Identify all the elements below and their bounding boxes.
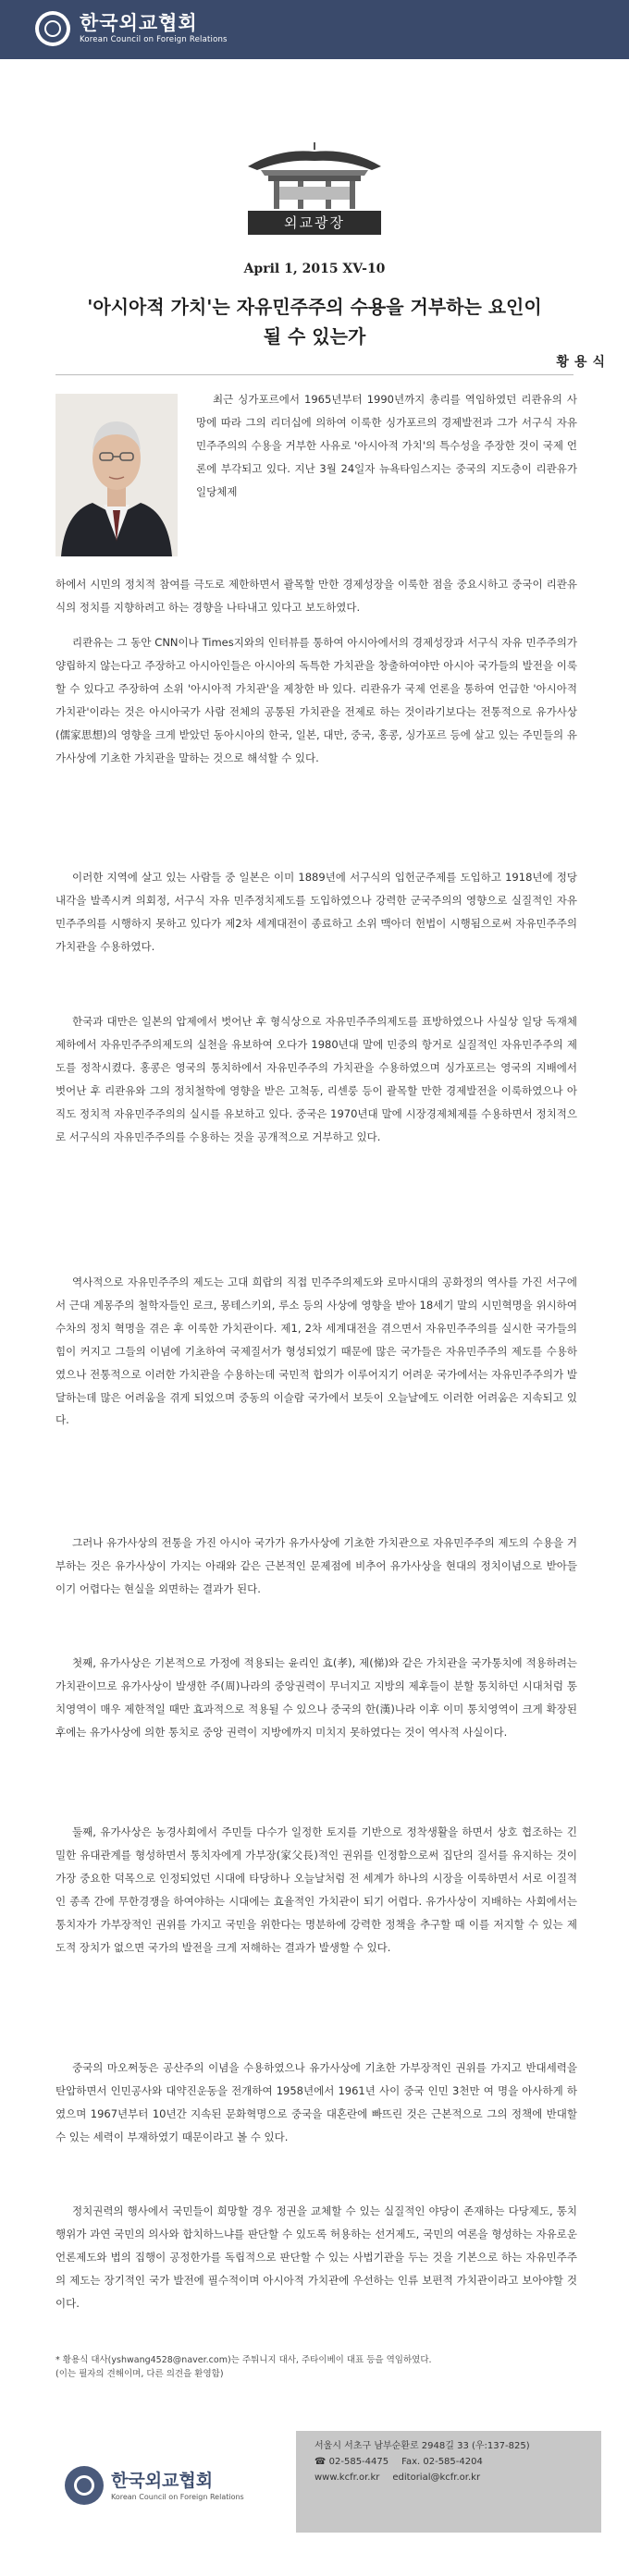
- author-footnote: [56, 2353, 577, 2381]
- footer-phone: ☎ 02-585-4475: [314, 2457, 389, 2467]
- footer-address: 서울시 서초구 남부순환로 2948길 33 (우:137-825): [314, 2441, 530, 2451]
- header-bar: [0, 0, 629, 59]
- footer-website[interactable]: www.kcfr.or.kr: [314, 2472, 380, 2483]
- issue-date: April 1, 2015 XV-10: [243, 262, 386, 276]
- org-name-ko: 한국외교협회: [80, 12, 198, 34]
- paragraph-6: 첫째, 유가사상은 기본적으로 가정에 적용되는 윤리인 효(孝), 제(悌)와 같은 가치관을 국가통치에 적용하려는 가치관이므로 유가사상이 발생한 주(周)나라의 중앙권력이 무너지고 지방의 제후들이 분할 통치하던 시대처럼 통치영역이 매우 제한적일 때만 효과적으로 적용될 수 있으나 중국의 한(漢)나라 이후 이미 통치영역이 크게 확장된 후에는 유가사상에 의한 통치로 중앙 권력이 지방에까지 미치지 못하였다는 것이 역사적 사실이다.: [56, 1656, 577, 1739]
- paragraph-4: 역사적으로 자유민주주의 제도는 고대 희랍의 직접 민주주의제도와 로마시대의 공화정의 역사를 가진 서구에서 근대 계몽주의 철학자들인 로크, 몽테스키외, 루소 등의 사상에 영향을 받아 18세기 말의 시민혁명을 위시하여 수차의 정치 혁명을 겪은 후 이룩한 가치관이다. 제1, 2차 세계대전을 겪으면서 자유민주주의를 실시한 국가들의 힘이 커지고 그들의 이념에 기초하여 국제질서가 형성되었기 때문에 많은 국가들은 자유민주주의 제도를 수용하였으나 전통적으로 이러한 가치관을 수용하는데 국민적 합의가 이루어지기 어려운 국가에서는 자유민주주의가 발달하는데 많은 어려움을 겪게 되었으며 중동의 이슬람 국가에서 보듯이 오늘날에도 이러한 어려움은 지속되고 있다.: [56, 1276, 577, 1427]
- intro-paragraph-continued: 하에서 시민의 정치적 참여를 극도로 제한하면서 괄목할 만한 경제성장을 이룩한 점을 중요시하고 중국이 리콴유식의 정치를 지향하려고 하는 경향을 나타내고 있다고 보도하였다.: [56, 578, 577, 614]
- footer-logo: [65, 2466, 244, 2505]
- paragraph-8: 중국의 마오쩌둥은 공산주의 이념을 수용하였으나 유가사상에 기초한 가부장적인 권위를 가지고 반대세력을 탄압하면서 인민공사와 대약진운동을 전개하여 1958년에서 1961년 사이 중국 인민 3천만 여 명을 아사하게 하였으며 1967년부터 10년간 지속된 문화혁명으로 중국을 대혼란에 빠뜨린 것은 근본적으로 그의 정책에 반대할 수 있는 세력이 부재하였기 때문이라고 볼 수 있다.: [56, 2061, 577, 2143]
- contact-box: [296, 2431, 601, 2533]
- paragraph-3: 한국과 대만은 일본의 압제에서 벗어난 후 형식상으로 자유민주주의제도를 표방하였으나 사실상 일당 독재체제하에서 자유민주주의제도의 실천을 유보하여 오다가 1980년대 말에 민중의 항거로 실질적인 자유민주주의 제도를 정착시켰다. 홍콩은 영국의 통치하에서 자유민주주의 가치관을 수용하였으며 싱가포르는 영국의 지배에서 벗어난 후 리콴유와 그의 정치철학에 영향을 받은 고척동, 리센룽 등이 괄목할 만한 경제발전을 이룩하였으나 아직도 정치적 자유민주주의의 실시를 유보하고 있다. 중국은 1970년대 말에 시장경제체제를 수용하면서 정치적으로 서구식의 자유민주주의를 수용하는 것을 공개적으로 거부하고 있다.: [56, 1015, 577, 1143]
- org-name-en: Korean Council on Foreign Relations: [80, 35, 228, 44]
- article-title: [56, 292, 574, 351]
- paragraph-2: 이러한 지역에 살고 있는 사람들 중 일본은 이미 1889년에 서구식의 입헌군주제를 도입하고 1918년에 정당내각을 발족시켜 의회정, 서구식 자유 민주정치제도를 도입하였으나 강력한 군국주의의 영향으로 실질적인 자유민주주의를 시행하지 못하고 있다가 제2차 세계대전이 종료하고 소위 맥아더 헌법이 시행됨으로써 자유민주주의 가치관을 수용하였다.: [56, 871, 577, 953]
- title-line-1: '아시아적 가치'는 자유민주주의 수용을 거부하는 요인이: [87, 296, 542, 318]
- masthead-sign: 외교광장: [248, 211, 381, 235]
- footer-org-name-ko: 한국외교협회: [111, 2470, 214, 2491]
- org-logo: [35, 11, 228, 46]
- footer-org-name-en: Korean Council on Foreign Relations: [111, 2492, 244, 2501]
- circle-emblem-icon: [65, 2466, 104, 2505]
- circle-emblem-icon: [35, 11, 70, 46]
- paragraph-7: 둘째, 유가사상은 농경사회에서 주민들 다수가 일정한 토지를 기반으로 정착생활을 하면서 상호 협조하는 긴밀한 유대관계를 형성하면서 통치자에게 가부장(家父長)적인 권위를 인정함으로써 집단의 질서를 유지하는 것이 가장 중요한 덕목으로 인정되었던 시대에 타당하나 오늘날처럼 전 세계가 하나의 시장을 이룩하면서 서로 이질적인 종족 간에 무한경쟁을 하여야하는 시대에는 효율적인 가치관이 되기 어렵다. 유가사상이 지배하는 사회에서는 통치자가 가부장적인 권위를 가지고 국민을 위한다는 명분하에 강력한 정책을 추구할 때 이를 저지할 수 있는 제도적 장치가 없으면 국가의 발전을 크게 저해하는 결과가 발생할 수 있다.: [56, 1825, 577, 1954]
- paragraph-5: 그러나 유가사상의 전통을 가진 아시아 국가가 유가사상에 기초한 가치관으로 자유민주주의 제도의 수용을 거부하는 것은 유가사상이 가지는 아래와 같은 근본적인 문제점에 비추어 유가사상을 현대의 정치이념으로 받아들이기 어렵다는 현실을 외면하는 결과가 된다.: [56, 1536, 577, 1595]
- paragraph-9: 정치권력의 행사에서 국민들이 희망할 경우 정권을 교체할 수 있는 실질적인 야당이 존재하는 다당제도, 통치행위가 과연 국민의 의사와 합치하느냐를 판단할 수 있도록 허용하는 선거제도, 국민의 여론을 형성하는 자유로운 언론제도와 법의 집행이 공정한가를 독립적으로 판단할 수 있는 사법기관을 두는 것을 기본으로 하는 자유민주주의 제도는 장기적인 국가 발전에 필수적이며 아시아적 가치관에 우선하는 인류 보편적 가치관이라고 보아야할 것이다.: [56, 2204, 577, 2310]
- footnote-line-1: * 황용식 대사(yshwang4528@naver.com)는 주튀니지 대사, 주타이베이 대표 등을 역임하였다.: [56, 2355, 432, 2365]
- author-photo: [56, 394, 178, 556]
- footer-email[interactable]: editorial@kcfr.or.kr: [392, 2472, 481, 2483]
- author-name: 황용식: [556, 355, 610, 370]
- title-line-2: 될 수 있는가: [263, 325, 366, 348]
- footer-fax: Fax. 02-585-4204: [401, 2457, 483, 2467]
- intro-paragraph-right: 최근 싱가포르에서 1965년부터 1990년까지 총리를 역임하였던 리콴유의 사망에 따라 그의 리더십에 의하여 이룩한 싱가포르의 경제발전과 그가 서구식 자유민주주의의 수용을 거부한 사유로 '아시아적 가치'의 특수성을 주장한 것이 국제 언론에 부각되고 있다. 지난 3월 24일자 뉴욕타임스지는 중국의 지도층이 리콴유가 일당체제: [196, 393, 577, 498]
- footnote-line-2: (이는 필자의 견해이며, 다른 의견을 환영함): [56, 2369, 224, 2379]
- footer: [0, 2422, 629, 2576]
- divider: [56, 374, 574, 375]
- paragraph-1: 리콴유는 그 동안 CNN이나 Times지와의 인터뷰를 통하여 아시아에서의 경제성장과 서구식 자유 민주주의가 양립하지 않는다고 주장하고 아시아인들은 아시아의 독특한 가치관을 창출하여야만 아시아 국가들의 발전을 이룩할 수 있다고 주장하여 소위 '아시아적 가치관'을 제창한 바 있다. 리콴유가 국제 언론을 통하여 언급한 '아시아적 가치관'이라는 것은 아시아국가 사람 전체의 공통된 가치관을 전제로 하는 것이라기보다는 전통적으로 유가사상(儒家思想)의 영향을 크게 받았던 동아시아의 한국, 일본, 대만, 중국, 홍콩, 싱가포르 등에 살고 있는 주민들의 유가사상에 기초한 가치관을 말하는 것으로 해석할 수 있다.: [56, 636, 577, 764]
